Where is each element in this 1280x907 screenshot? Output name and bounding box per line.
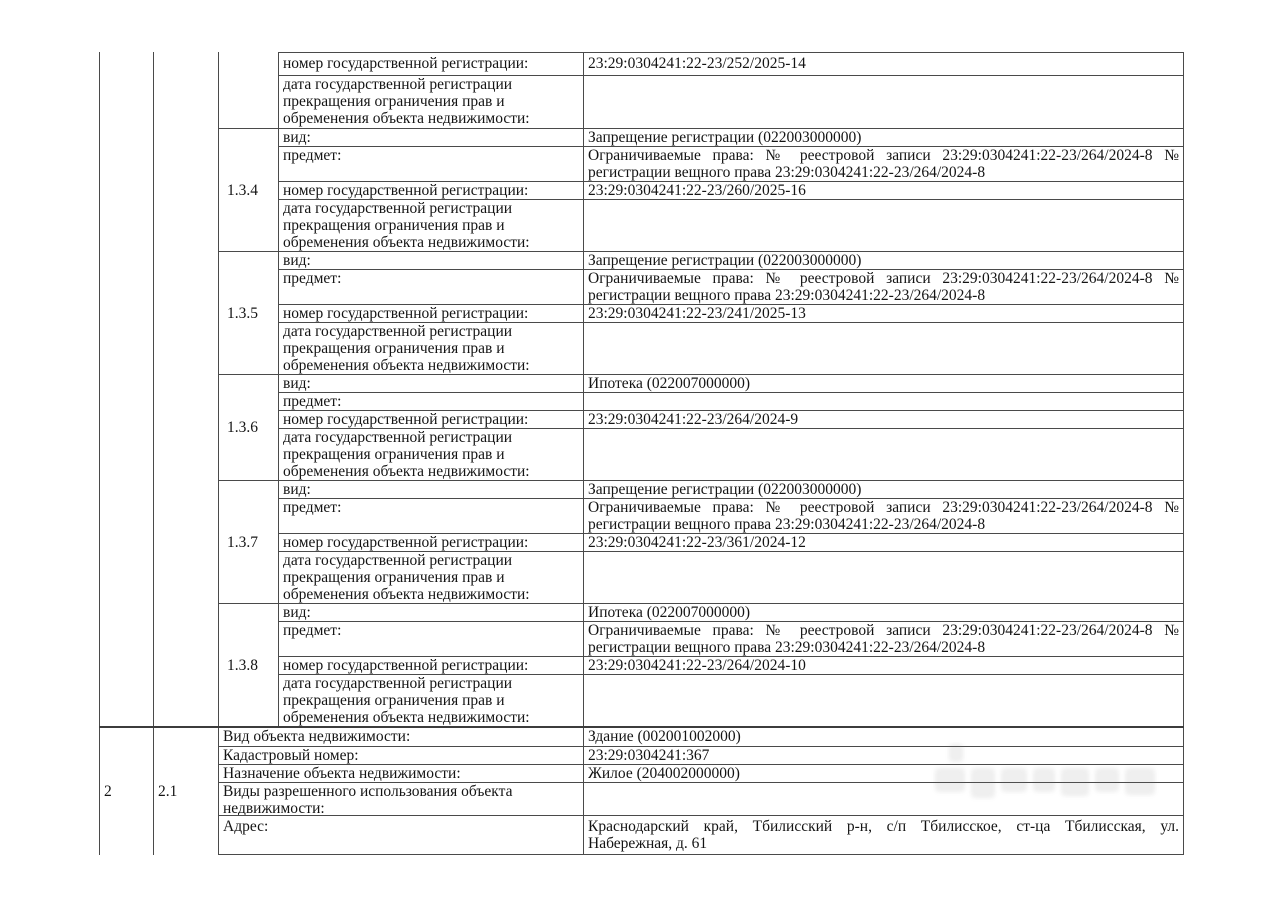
field-value-predmet: Ограничиваемые права: № реестровой записи 23:29:0304241:22-23/264/2024-8 № регистрации вещного права 23:29:0304241:22-23/264/2024-8 [584,270,1184,305]
field-label-predmet: предмет: [279,270,584,305]
field-value-reg-number: 23:29:0304241:22-23/264/2024-9 [584,411,1184,429]
restrictions-band [99,52,1184,726]
field-label-vid: вид: [279,375,584,393]
field-value-termination-date [584,675,1184,726]
field-value-vid: Ипотека (022007000000) [584,604,1184,622]
restriction-group-1-3-6 [219,374,1184,480]
field-label-vid: вид: [279,481,584,499]
field-label-reg-number: номер государственной регистрации: [279,53,584,76]
field-value-vid: Запрещение регистрации (022003000000) [584,252,1184,270]
field-label-reg-number: номер государственной регистрации: [279,182,584,200]
field-label-termination-date: дата государственной регистрации прекращения ограничения прав и обременения объекта недвижимости: [279,675,584,726]
field-value-predmet: Ограничиваемые права: № реестровой записи 23:29:0304241:22-23/264/2024-8 № регистрации вещного права 23:29:0304241:22-23/264/2024-8 [584,147,1184,182]
field-value-predmet [584,393,1184,411]
restrictions-main [219,52,1184,726]
field-value-termination-date [584,200,1184,251]
field-value-reg-number: 23:29:0304241:22-23/241/2025-13 [584,305,1184,323]
field-value-reg-number: 23:29:0304241:22-23/361/2024-12 [584,534,1184,552]
field-value-reg-number: 23:29:0304241:22-23/252/2025-14 [584,53,1184,76]
field-label-termination-date: дата государственной регистрации прекращения ограничения прав и обременения объекта недвижимости: [279,552,584,603]
field-label-vid: вид: [279,129,584,147]
group-number: 1.3.8 [219,604,279,726]
field-value-vid: Запрещение регистрации (022003000000) [584,129,1184,147]
egrn-extract-table [99,52,1184,855]
section-number: 2 [99,728,154,855]
field-value-predmet: Ограничиваемые права: № реестровой записи 23:29:0304241:22-23/264/2024-8 № регистрации вещного права 23:29:0304241:22-23/264/2024-8 [584,622,1184,657]
field-value-vid: Запрещение регистрации (022003000000) [584,481,1184,499]
field-label-termination-date: дата государственной регистрации прекращения ограничения прав и обременения объекта недвижимости: [279,200,584,251]
group-number: 1.3.6 [219,375,279,480]
field-value-termination-date [584,323,1184,374]
field-label-purpose: Назначение объекта недвижимости: [219,765,584,783]
field-label-object-kind: Вид объекта недвижимости: [219,728,584,747]
restriction-group-1-3-8 [219,603,1184,726]
field-label-reg-number: номер государственной регистрации: [279,411,584,429]
field-label-predmet: предмет: [279,499,584,534]
group-number: 1.3.5 [219,252,279,374]
restriction-group-1-3-5 [219,251,1184,374]
field-value-cadastral-number: 23:29:0304241:367 [584,747,1184,765]
group-number: 1.3.7 [219,481,279,603]
field-label-cadastral-number: Кадастровый номер: [219,747,584,765]
field-value-reg-number: 23:29:0304241:22-23/264/2024-10 [584,657,1184,675]
restriction-group-1-3-7 [219,480,1184,603]
section-2-band [99,726,1184,855]
restriction-group-1-3-4 [219,128,1184,251]
field-label-reg-number: номер государственной регистрации: [279,305,584,323]
field-label-termination-date: дата государственной регистрации прекращения ограничения прав и обременения объекта недвижимости: [279,323,584,374]
field-value-predmet: Ограничиваемые права: № реестровой записи 23:29:0304241:22-23/264/2024-8 № регистрации вещного права 23:29:0304241:22-23/264/2024-8 [584,499,1184,534]
subsection-number: 2.1 [154,728,219,855]
section-number-column [99,52,154,726]
field-label-vid: вид: [279,252,584,270]
field-label-predmet: предмет: [279,393,584,411]
field-value-permitted-use [584,783,1184,816]
carryover-number-spacer [219,52,279,128]
field-value-object-kind: Здание (002001002000) [584,728,1184,747]
field-label-predmet: предмет: [279,147,584,182]
group-number: 1.3.4 [219,129,279,251]
field-value-reg-number: 23:29:0304241:22-23/260/2025-16 [584,182,1184,200]
field-value-address: Краснодарский край, Тбилисский р-н, с/п Тбилисское, ст-ца Тбилисская, ул. Набережная, д. 61 [584,816,1184,854]
field-label-vid: вид: [279,604,584,622]
field-label-reg-number: номер государственной регистрации: [279,534,584,552]
field-value-purpose: Жилое (204002000000) [584,765,1184,783]
field-value-vid: Ипотека (022007000000) [584,375,1184,393]
field-label-termination-date: дата государственной регистрации прекращения ограничения прав и обременения объекта недвижимости: [279,76,584,128]
field-value-termination-date [584,552,1184,603]
field-value-termination-date [584,429,1184,480]
field-label-address: Адрес: [219,816,584,854]
field-label-termination-date: дата государственной регистрации прекращения ограничения прав и обременения объекта недвижимости: [279,429,584,480]
field-label-reg-number: номер государственной регистрации: [279,657,584,675]
field-label-predmet: предмет: [279,622,584,657]
subsection-number-column [154,52,219,726]
field-label-permitted-use: Виды разрешенного использования объекта недвижимости: [219,783,584,816]
field-value-termination-date [584,76,1184,128]
carryover-rows [219,52,1184,128]
section-2-rows [219,728,1184,855]
